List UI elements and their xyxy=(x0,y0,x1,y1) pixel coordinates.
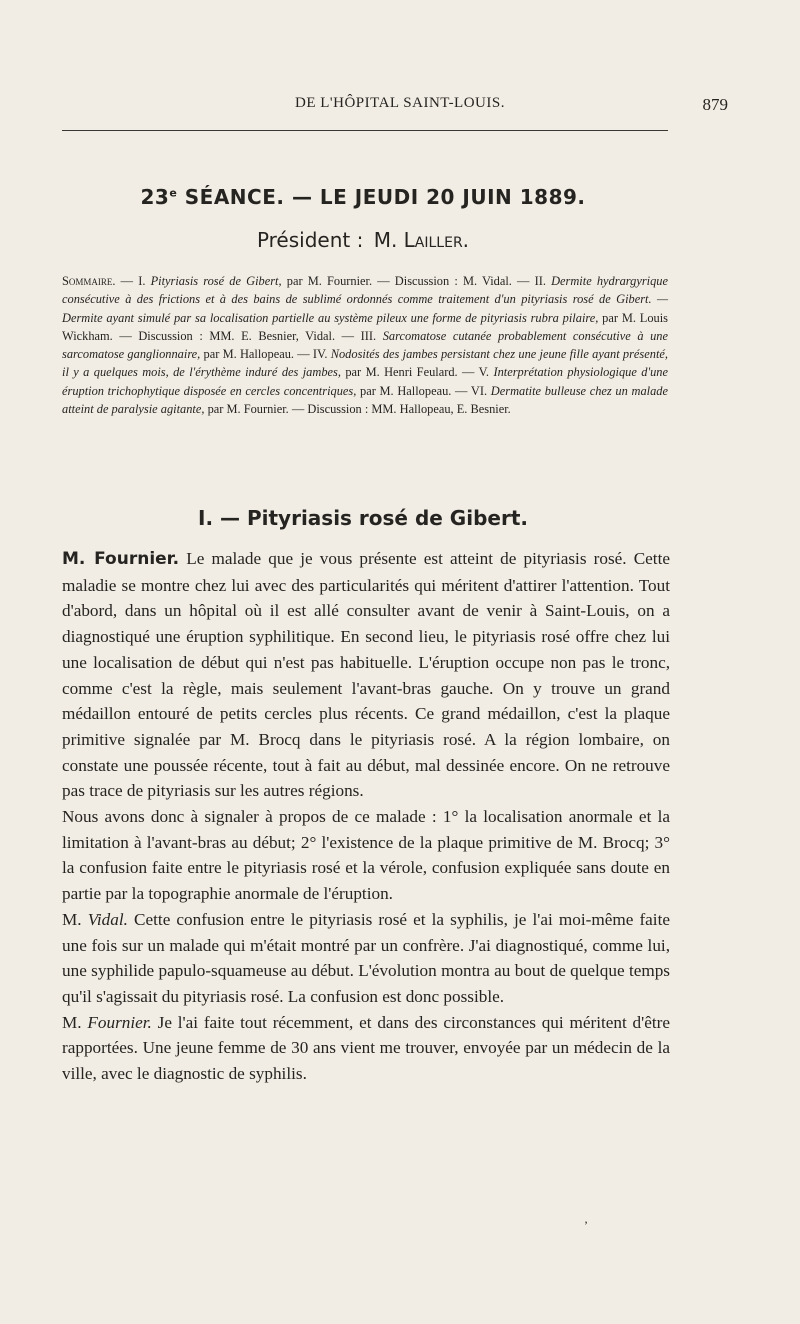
section-title: I. — Pityriasis rosé de Gibert. xyxy=(198,506,528,530)
summary-text: par M. Hallopeau. — IV. xyxy=(200,347,331,362)
summary-text: par M. Henri Feulard. — V. xyxy=(340,365,494,380)
speaker-name: M. Fournier. xyxy=(62,549,180,569)
paragraph-text: Cette confusion entre le pityriasis rosé et la syphilis, je l'ai moi-même faite une fois sur un malade qui m'était montré par un confrère. J'ai diagnostiqué, comme lui, une syphilide papulo-squameuse au début. L'évolution montra au bout de quelque temps qu'il s'agissait du pityriasis rosé. La confusion est donc possible. xyxy=(62,909,670,1006)
summary-text: par M. Louis Wickham. — Discussion : MM. E. Besnier, Vidal. — III. xyxy=(62,310,668,343)
summary-label: Sommaire. xyxy=(62,274,116,288)
summary-block xyxy=(62,272,668,418)
summary-text: par M. Fournier. — Discussion : MM. Hallopeau, E. Besnier. xyxy=(204,402,511,417)
header-rule xyxy=(62,130,668,131)
paragraph-text: Nous avons donc à signaler à propos de ce malade : 1° la localisation anormale et la limitation à l'avant-bras au début; 2° l'existence de la plaque primitive de M. Brocq; 3° la confusion faite entre le pityriasis rosé et la vérole, confusion expliquée sans doute en partie par la topographie anormale de l'éruption. xyxy=(62,807,670,904)
summary-text: par M. Hallopeau. — VI. xyxy=(356,383,491,398)
summary-item-title: Pityriasis rosé de Gibert, xyxy=(150,274,282,288)
speaker-name: Fournier. xyxy=(87,1012,152,1032)
session-date: SÉANCE. — LE JEUDI 20 JUIN 1889. xyxy=(177,185,586,209)
paragraph xyxy=(62,1010,670,1087)
paragraph xyxy=(62,804,670,907)
speaker-prefix: M. xyxy=(62,909,88,929)
summary-item-title: Nodosités des jambes persistant chez une jeune fille ayant présenté, il y a quelques mois, de l'érythème induré des jambes, xyxy=(62,347,668,380)
paragraph-text: Je l'ai faite tout récemment, et dans des circonstances qui méritent d'être rapportées. Une jeune femme de 30 ans vient me trouver, envoyée par un médecin de la ville, avec le diagnostic de syphilis. xyxy=(62,1012,670,1084)
session-heading xyxy=(0,185,726,209)
paragraph xyxy=(62,907,670,1010)
paragraph-text: Le malade que je vous présente est atteint de pityriasis rosé. Cette maladie se montre chez lui avec des particularités qui méritent d'attirer l'attention. Tout d'abord, dans un hôpital où il est allé consulter avant de venir à Saint-Louis, on a diagnostiqué une éruption syphilitique. En second lieu, le pityriasis rosé offre chez lui une localisation de début qui n'est pas habituelle. L'éruption occupe non pas le tronc, comme c'est la règle, mais seulement l'avant-bras gauche. On y trouve un grand médaillon entouré de petits cercles plus récents. Ce grand médaillon, c'est la plaque primitive signalée par M. Brocq dans le pityriasis rosé. A la région lombaire, on constate une poussée récente, tout à fait au début, mal dessinée encore. On ne retrouve pas trace de pityriasis sur les autres régions. xyxy=(62,549,670,801)
running-head-title: DE L'HÔPITAL SAINT-LOUIS. xyxy=(295,95,505,111)
speaker-prefix: M. xyxy=(62,1012,88,1032)
summary-text: — I. xyxy=(115,274,151,288)
president-line xyxy=(0,228,726,252)
paragraph xyxy=(62,546,670,804)
president-name: M. Lailler. xyxy=(373,228,470,252)
speaker-name: Vidal. xyxy=(87,909,128,929)
session-number: 23 xyxy=(140,185,170,209)
running-head xyxy=(60,95,740,119)
session-ordinal: e xyxy=(169,186,178,200)
summary-item-title: Dermatite bulleuse chez un malade atteint de paralysie agitante, xyxy=(62,383,668,417)
summary-text: par M. Fournier. — Discussion : M. Vidal. — II. xyxy=(281,274,552,288)
summary-item-title: Interprétation physiologique d'une éruption trichophytique disposée en cercles concentriques, xyxy=(62,365,668,398)
summary-item-title: Dermite hydrargyrique consécutive à des frictions et à des bains de sublimé ordonnés comme traitement d'un pityriasis rosé de Gibert. — Dermite ayant simulé par sa localisation partielle au système pileux une forme de pityriasis rubra pilaire, xyxy=(62,274,668,325)
president-label: Président : xyxy=(256,228,364,252)
stray-mark: ’ xyxy=(584,1218,588,1232)
body-text xyxy=(62,546,670,1087)
summary-item-title: Sarcomatose cutanée probablement consécutive à une sarcomatose ganglionnaire, xyxy=(62,328,668,362)
page-number: 879 xyxy=(702,95,728,114)
